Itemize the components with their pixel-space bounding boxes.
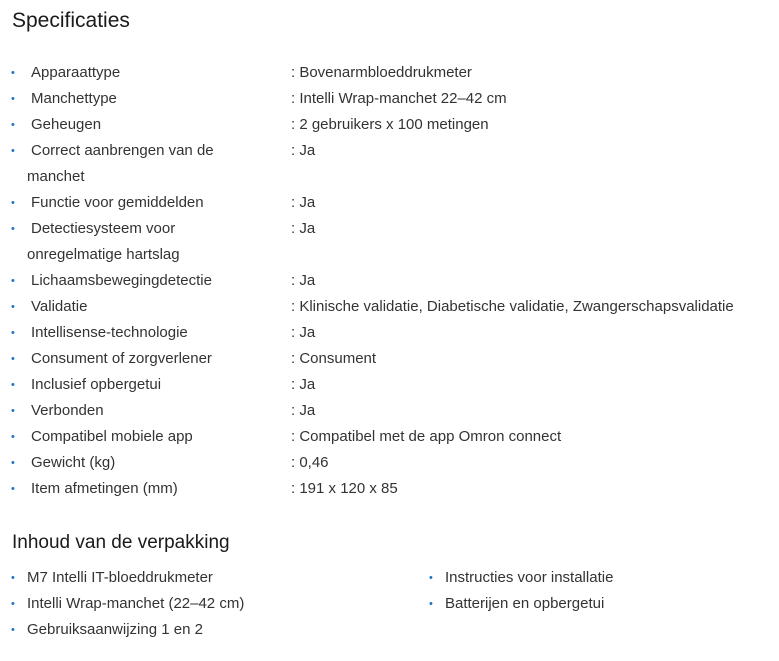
bullet-icon: • bbox=[11, 431, 15, 443]
package-item-label: M7 Intelli IT-bloeddrukmeter bbox=[27, 569, 213, 586]
package-item bbox=[418, 591, 613, 617]
spec-value: : Ja bbox=[291, 376, 316, 393]
bullet-icon: • bbox=[11, 67, 15, 79]
spec-row bbox=[0, 372, 779, 398]
package-item-label: Gebruiksaanwijzing 1 en 2 bbox=[27, 621, 203, 638]
package-item bbox=[0, 565, 244, 591]
spec-label: Intellisense-technologie bbox=[31, 324, 188, 341]
package-list-left bbox=[0, 565, 244, 643]
bullet-icon: • bbox=[429, 572, 433, 584]
bullet-icon: • bbox=[429, 598, 433, 610]
bullet-icon: • bbox=[11, 624, 15, 636]
spec-row bbox=[0, 268, 779, 294]
bullet-icon: • bbox=[11, 93, 15, 105]
spec-value: : Ja bbox=[291, 324, 316, 341]
spec-row bbox=[0, 216, 779, 268]
spec-value: : Ja bbox=[291, 220, 316, 237]
spec-label: Detectiesysteem voor onregelmatige hartslag bbox=[27, 220, 180, 263]
spec-label: Correct aanbrengen van de manchet bbox=[27, 142, 214, 185]
spec-label: Lichaamsbewegingdetectie bbox=[31, 272, 212, 289]
spec-value: : 2 gebruikers x 100 metingen bbox=[291, 116, 489, 133]
spec-label: Item afmetingen (mm) bbox=[31, 480, 178, 497]
spec-row bbox=[0, 476, 779, 502]
spec-value: : Compatibel met de app Omron connect bbox=[291, 428, 562, 445]
package-item bbox=[0, 591, 244, 617]
bullet-icon: • bbox=[11, 145, 15, 157]
spec-row bbox=[0, 346, 779, 372]
spec-value: : Klinische validatie, Diabetische validatie, Zwangerschapsvalidatie bbox=[291, 298, 734, 315]
spec-row bbox=[0, 112, 779, 138]
bullet-icon: • bbox=[11, 572, 15, 584]
spec-row bbox=[0, 320, 779, 346]
package-item-label: Batterijen en opbergetui bbox=[445, 595, 605, 612]
spec-label: Gewicht (kg) bbox=[31, 454, 116, 471]
spec-label: Inclusief opbergetui bbox=[31, 376, 162, 393]
spec-label: Geheugen bbox=[31, 116, 102, 133]
spec-row bbox=[0, 86, 779, 112]
bullet-icon: • bbox=[11, 379, 15, 391]
bullet-icon: • bbox=[11, 405, 15, 417]
spec-row bbox=[0, 398, 779, 424]
spec-value: : 191 x 120 x 85 bbox=[291, 480, 398, 497]
spec-label: Apparaattype bbox=[31, 64, 121, 81]
package-item bbox=[0, 617, 244, 643]
bullet-icon: • bbox=[11, 119, 15, 131]
package-list-right bbox=[418, 565, 613, 617]
spec-value: : Intelli Wrap-manchet 22–42 cm bbox=[291, 90, 507, 107]
spec-row bbox=[0, 294, 779, 320]
spec-label: Functie voor gemiddelden bbox=[31, 194, 204, 211]
package-contents-heading: Inhoud van de verpakking bbox=[12, 532, 230, 553]
spec-value: : Ja bbox=[291, 402, 316, 419]
specifications-heading: Specificaties bbox=[12, 9, 130, 32]
package-item-label: Intelli Wrap-manchet (22–42 cm) bbox=[27, 595, 245, 612]
spec-value: : Consument bbox=[291, 350, 377, 367]
spec-row bbox=[0, 60, 779, 86]
spec-row bbox=[0, 450, 779, 476]
spec-label: Validatie bbox=[31, 298, 88, 315]
spec-row bbox=[0, 424, 779, 450]
bullet-icon: • bbox=[11, 197, 15, 209]
spec-row bbox=[0, 138, 779, 190]
bullet-icon: • bbox=[11, 327, 15, 339]
spec-row bbox=[0, 190, 779, 216]
spec-label: Compatibel mobiele app bbox=[31, 428, 193, 445]
bullet-icon: • bbox=[11, 275, 15, 287]
bullet-icon: • bbox=[11, 598, 15, 610]
specifications-list bbox=[0, 60, 779, 502]
spec-value: : Ja bbox=[291, 142, 316, 159]
bullet-icon: • bbox=[11, 223, 15, 235]
spec-label: Verbonden bbox=[31, 402, 104, 419]
package-item bbox=[418, 565, 613, 591]
spec-value: : Bovenarmbloeddrukmeter bbox=[291, 64, 472, 81]
spec-value: : Ja bbox=[291, 272, 316, 289]
bullet-icon: • bbox=[11, 483, 15, 495]
spec-label: Manchettype bbox=[31, 90, 117, 107]
spec-value: : Ja bbox=[291, 194, 316, 211]
bullet-icon: • bbox=[11, 301, 15, 313]
package-item-label: Instructies voor installatie bbox=[445, 569, 614, 586]
bullet-icon: • bbox=[11, 457, 15, 469]
bullet-icon: • bbox=[11, 353, 15, 365]
spec-label: Consument of zorgverlener bbox=[31, 350, 212, 367]
spec-value: : 0,46 bbox=[291, 454, 329, 471]
